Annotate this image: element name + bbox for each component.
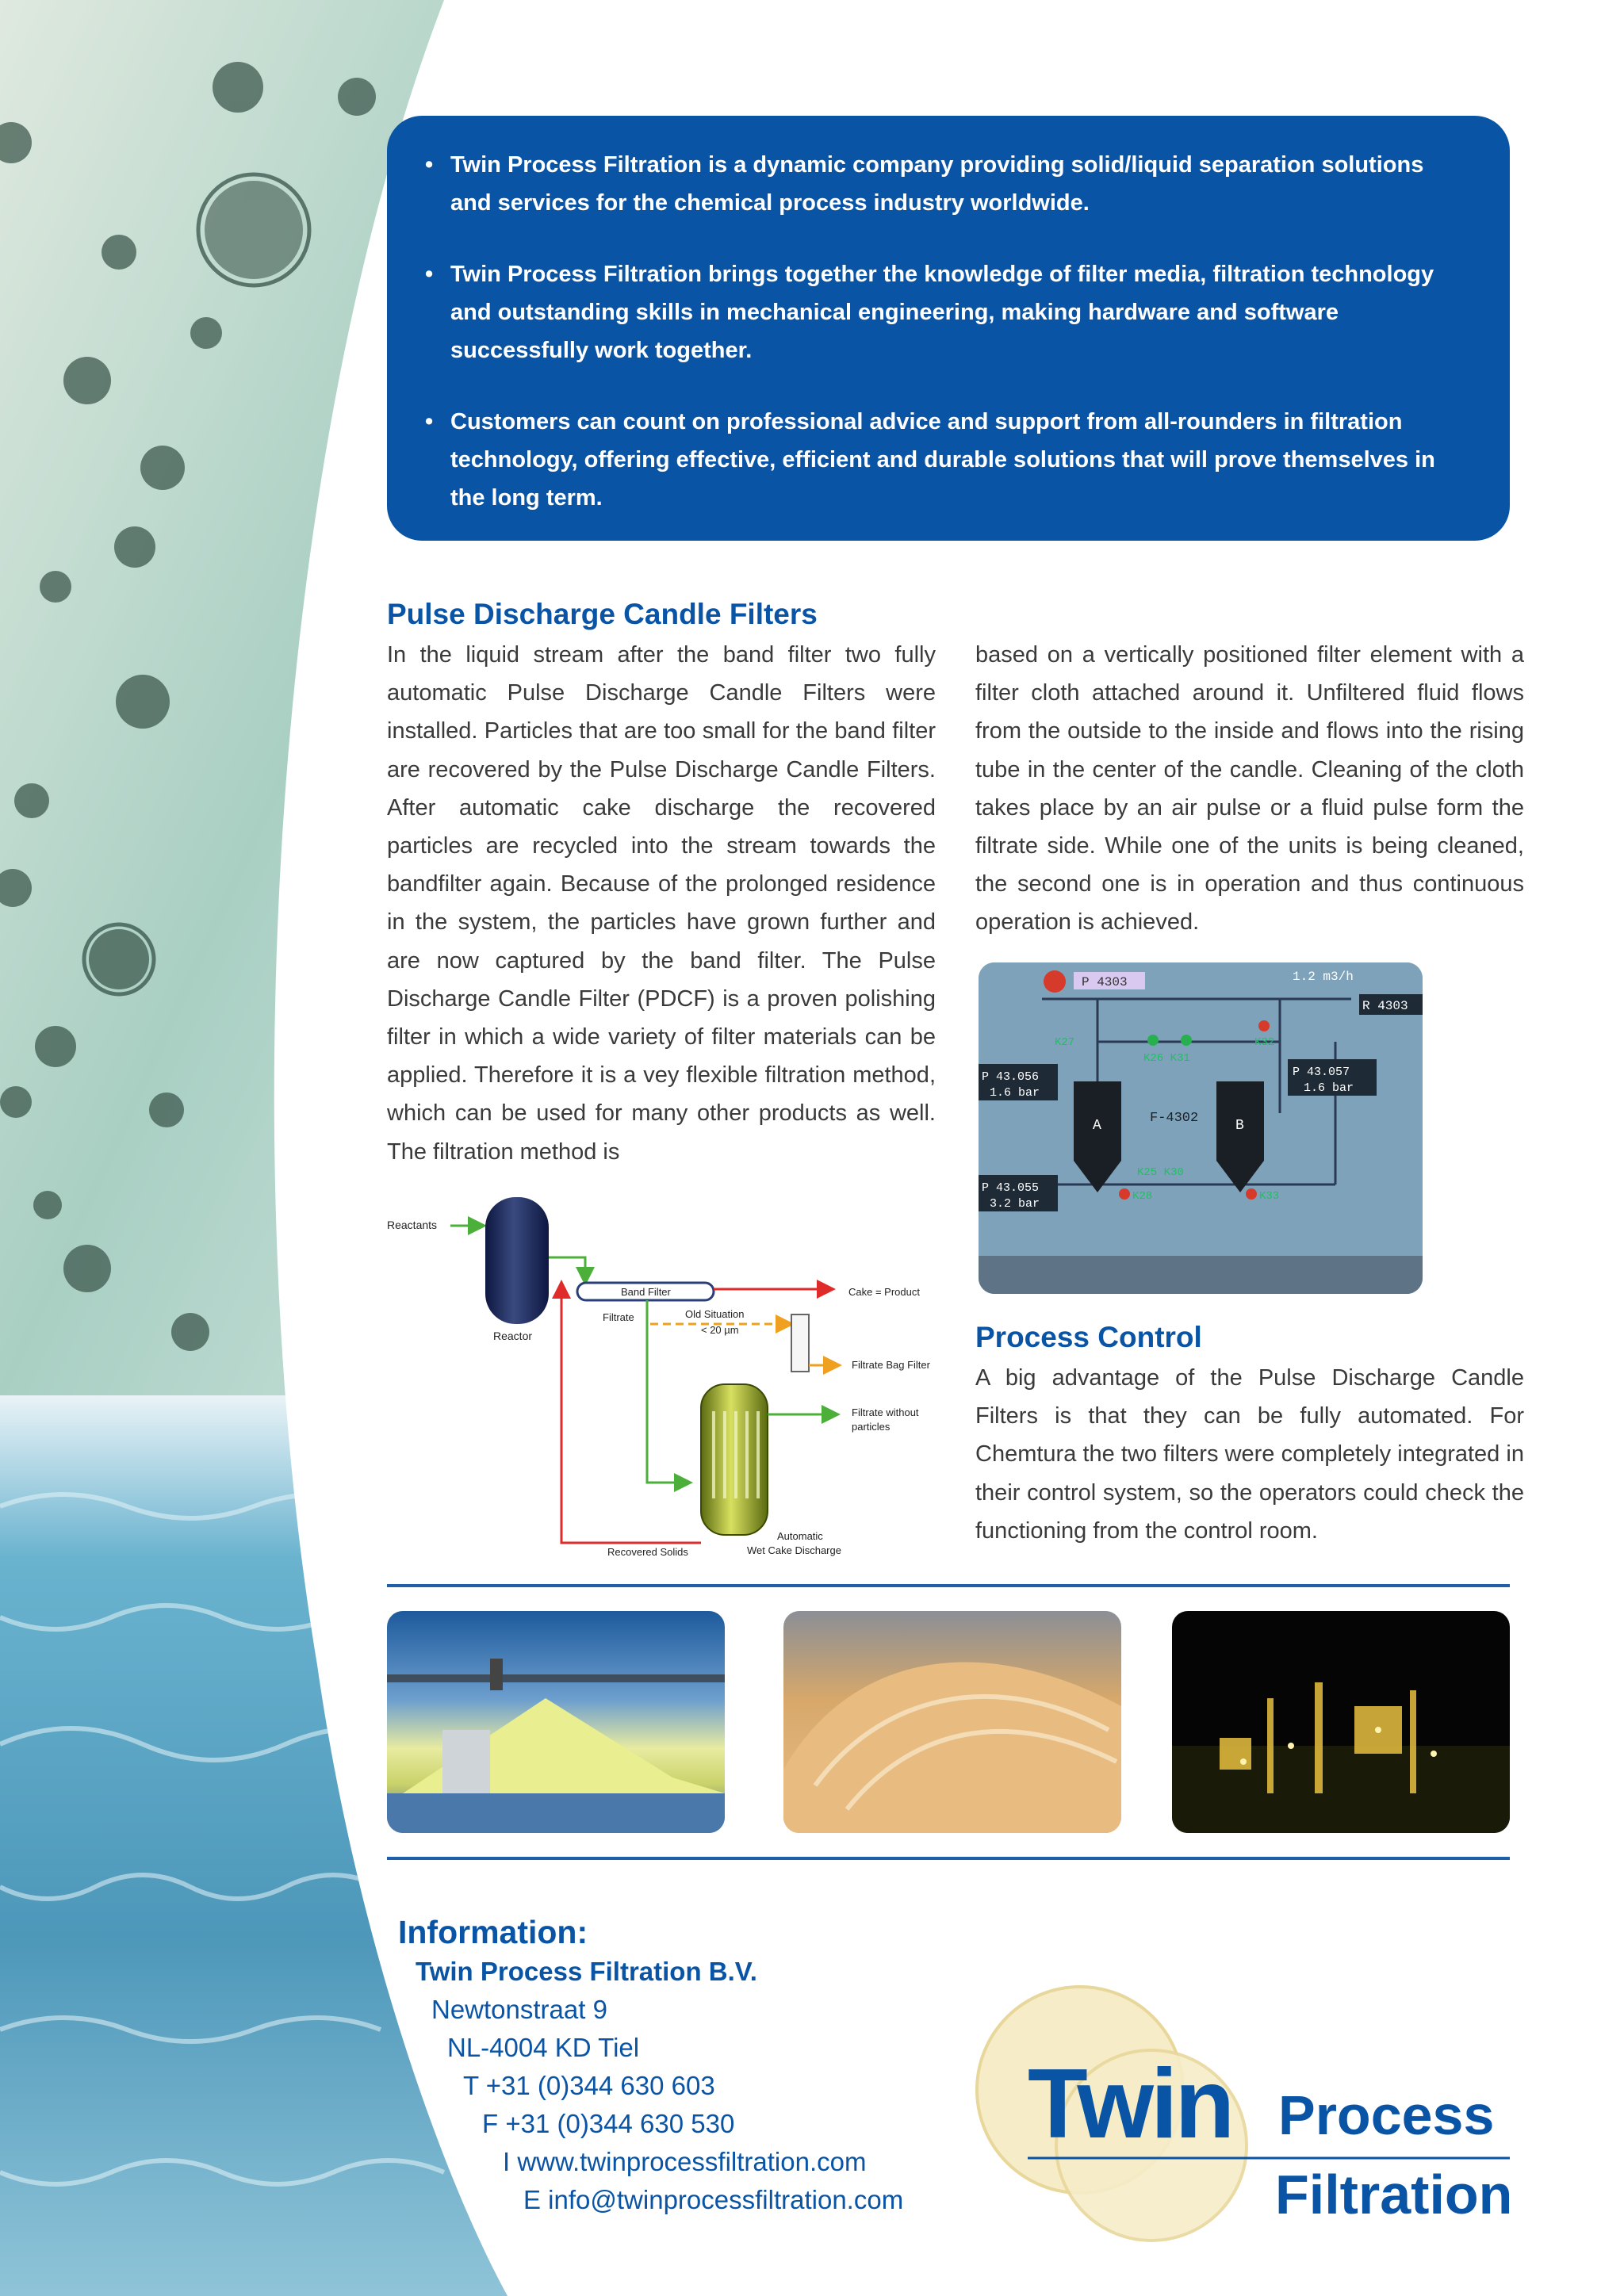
screen-p4303: P 4303	[1082, 975, 1128, 989]
intro-box	[387, 116, 1510, 541]
screen-b-left1: 1.6 bar	[990, 1086, 1040, 1100]
label-reactor: Reactor	[493, 1330, 533, 1342]
pump-icon	[1044, 970, 1066, 993]
screen-p-left2: P 43.055	[982, 1181, 1040, 1195]
intro-list	[425, 146, 1470, 517]
screen-k28: K28	[1132, 1190, 1153, 1203]
screen-flow: 1.2 m3/h	[1293, 970, 1354, 984]
screen-b-right1: 1.6 bar	[1304, 1081, 1354, 1095]
photo-sulfur-pile	[387, 1611, 725, 1833]
label-old-situation: Old Situation	[685, 1308, 745, 1320]
label-automatic: Automatic	[777, 1530, 823, 1542]
divider-top	[387, 1584, 1510, 1587]
pdcf-right-text: based on a vertically positioned filter element with a filter cloth attached around it. Unfiltered fluid flows from the outside to the inside and flows into the rising tube in the center of the candle. Cleaning of the cloth takes place by an air pulse or a fluid pulse form the filtrate side. While one of the units is being cleaned, the second one is in operation and thus continuous operation is achieved.	[975, 642, 1524, 936]
photo-sand-drawing	[783, 1611, 1121, 1833]
process-control-heading: Process Control	[975, 1321, 1202, 1353]
info-fax: F +31 (0)344 630 530	[482, 2109, 735, 2138]
control-screen-drawing	[979, 962, 1423, 1294]
process-flow-diagram	[387, 1189, 958, 1570]
photo-sand-mound	[783, 1611, 1121, 1833]
photo-plant-night	[1172, 1611, 1510, 1833]
screen-b-left2: 3.2 bar	[990, 1197, 1040, 1211]
logo-process: Process	[1278, 2084, 1495, 2146]
logo-filtration: Filtration	[1275, 2164, 1513, 2225]
label-wet-cake-discharge: Wet Cake Discharge	[747, 1544, 841, 1556]
pdcf-left-text: In the liquid stream after the band filter two fully automatic Pulse Discharge Candle Filters were installed. Particles that are too small for the band filter are recovered by the Pulse Discharge Candle Filters. After automatic cake discharge the recovered particles are recycled into the stream towards the bandfilter again. Because of the prolonged residence in the system, the particles have grown further and are now captured by the band filter. The Pulse Discharge Candle Filter (PDCF) is a proven polishing filter in which a wide variety of filter materials can be applied. Therefore it is a vey flexible filtration method, which can be used for many other products as well. The filtration method is	[387, 642, 936, 1165]
info-company: Twin Process Filtration B.V.	[416, 1957, 757, 1986]
divider-bottom	[387, 1857, 1510, 1860]
screen-p-right1: P 43.057	[1293, 1066, 1350, 1079]
info-email[interactable]: E info@twinprocessfiltration.com	[523, 2185, 904, 2214]
info-title: Information:	[398, 1914, 588, 1950]
control-screen-photo	[979, 962, 1423, 1294]
label-particles: particles	[852, 1421, 891, 1433]
pdcf-heading: Pulse Discharge Candle Filters	[387, 598, 818, 630]
screen-k32: K32	[1254, 1036, 1275, 1049]
screen-k25k30: K25 K30	[1137, 1166, 1184, 1179]
label-cake-product: Cake = Product	[848, 1286, 920, 1298]
intro-bullet: • Customers can count on professional advice and support from all-rounders in filtration technology, offering effective, efficient and durable solutions that will prove themselves in the long term.	[425, 409, 1435, 511]
info-website[interactable]: I www.twinprocessfiltration.com	[503, 2147, 867, 2176]
label-reactants: Reactants	[387, 1219, 438, 1231]
intro-bullet: • Twin Process Filtration brings together the knowledge of filter media, filtration technology and outstanding skills in mechanical engineering, making hardware and software successfully work together.	[425, 262, 1434, 363]
info-city: NL-4004 KD Tiel	[447, 2033, 640, 2062]
label-filtrate-bag-filter: Filtrate Bag Filter	[852, 1359, 930, 1371]
label-recovered-solids: Recovered Solids	[607, 1546, 688, 1558]
label-lt-20um: < 20 µm	[701, 1324, 739, 1336]
photo-sulfur-drawing	[387, 1611, 725, 1833]
screen-vessel-a: A	[1093, 1118, 1101, 1134]
label-band-filter: Band Filter	[621, 1286, 671, 1298]
screen-r4303: R 4303	[1362, 999, 1408, 1013]
label-filtrate-without: Filtrate without	[852, 1406, 919, 1418]
photo-plant-drawing	[1172, 1611, 1510, 1833]
info-street: Newtonstraat 9	[431, 1995, 607, 2024]
screen-k27: K27	[1055, 1036, 1075, 1049]
process-control-text: A big advantage of the Pulse Discharge Candle Filters is that they can be fully automated. For Chemtura the two filters were completely integrated in their control system, so the operators could check the functioning from the control room.	[975, 1365, 1524, 1544]
screen-vessel-b: B	[1235, 1118, 1244, 1134]
company-logo	[964, 1979, 1519, 2248]
screen-k26k31: K26 K31	[1143, 1052, 1190, 1065]
logo-twin: Twin	[1028, 2049, 1232, 2159]
screen-f4302: F-4302	[1150, 1111, 1199, 1126]
info-phone: T +31 (0)344 630 603	[463, 2071, 715, 2100]
intro-bullet: • Twin Process Filtration is a dynamic company providing solid/liquid separation solutions and services for the chemical process industry worldwide.	[425, 152, 1424, 216]
reactor-vessel	[485, 1197, 549, 1324]
screen-p-left1: P 43.056	[982, 1070, 1040, 1084]
label-filtrate: Filtrate	[603, 1311, 634, 1323]
bag-filter	[791, 1314, 809, 1372]
screen-k33: K33	[1259, 1190, 1280, 1203]
